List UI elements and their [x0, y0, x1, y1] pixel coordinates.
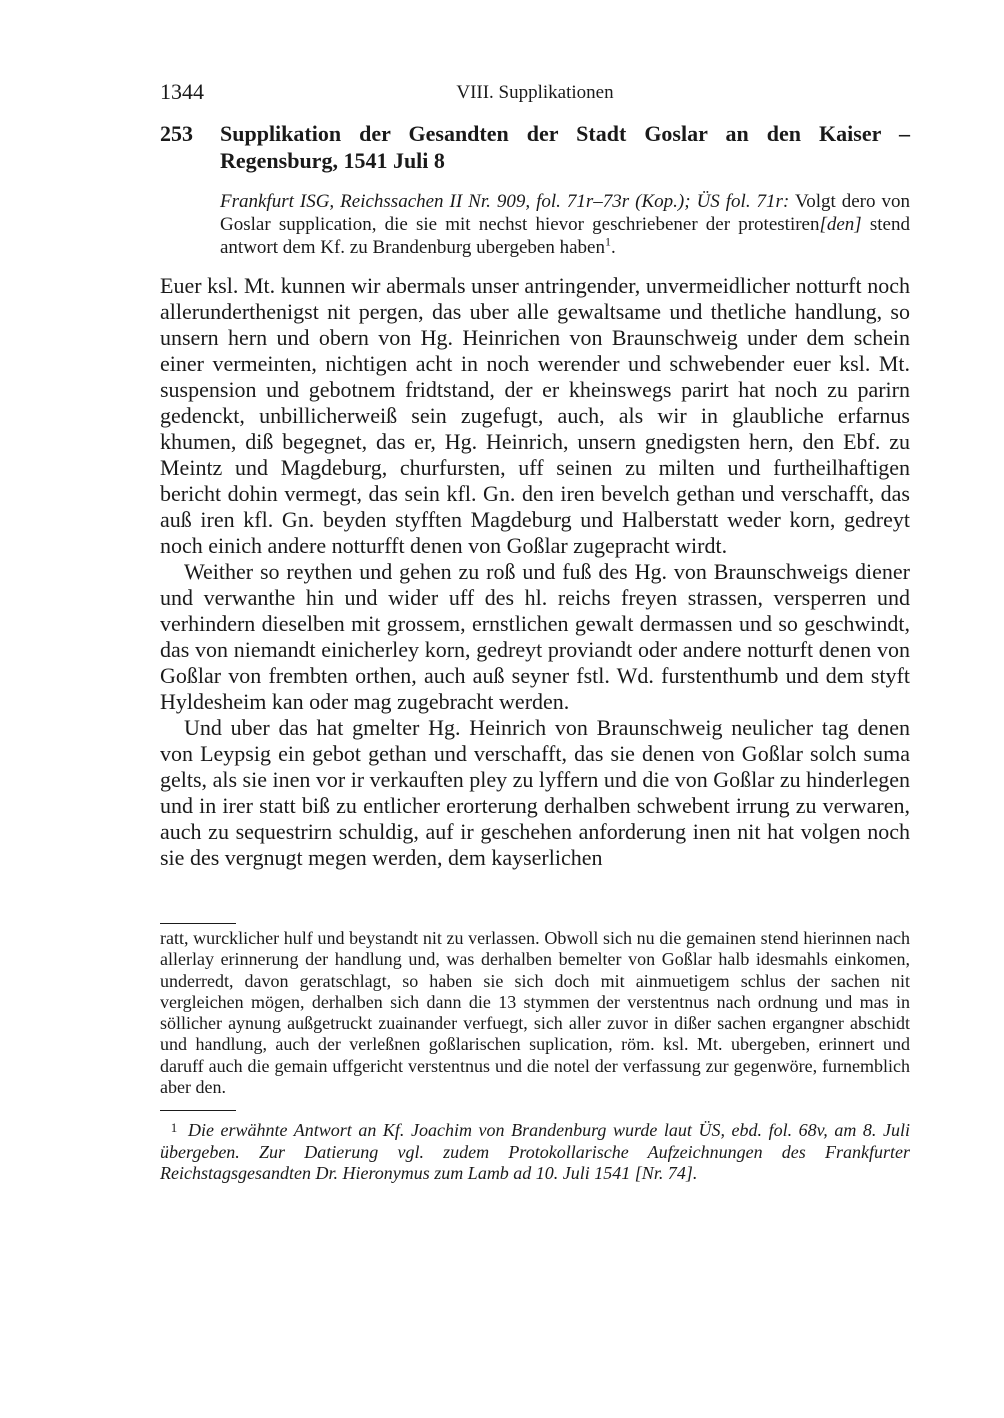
source-text-after: stend antwort dem Kf. zu Brandenburg ubergeben haben — [220, 214, 910, 258]
document-heading — [160, 120, 910, 174]
critical-apparatus: ratt, wurcklicher hulf und beystandt nit zu verlassen. Obwoll sich nu die gemainen stend hierinnen nach allerlay erinnerung der handlung und, was derhalben bemelter von Goßlar halb idesmahls einkomen, underredt, davon geratschlagt, so haben sie sich doch mit ainmuetigem schlus der sachen nit vergleichen mögen, derhalben sich dann die 13 stymmen der verstentnus nach ordnung und mas in söllicher aynung außgetruckt zuainander verfuegt, sich aller zuvor in dißer sachen ergangner abschidt und handlung, auch der verleßnen goßlarischen suplication, röm. ksl. Mt. ubergeben, erinnert und daruff auch die gemain uffgericht verstentnus und die notel der verfassung zur gegenwöre, furnemblich aber den. — [160, 928, 910, 1098]
page-number: 1344 — [160, 79, 204, 104]
body-paragraph: Und uber das hat gmelter Hg. Heinrich von Braunschweig neulicher tag denen von Leypsig ein gebot gethan und verschafft, das sie denen von Goßlar solch suma gelts, als sie inen vor ir verkauften pley zu lyffern und die von Goßlar zu hinderlegen und in irer statt biß zu entlicher erorterung derhalben schwebent irrung zu verwaren, auch zu sequestrirn schuldig, auf ir geschehen anforderung inen nit hat volgen noch sie des vergnugt megen werden, dem kayserlichen — [160, 715, 910, 870]
body-paragraph: Euer ksl. Mt. kunnen wir abermals unser antringender, unvermeidlicher notturft noch allerunderthenigst nit pergen, das uber alle gewaltsame und thetliche handlung, so unsern hern und obern von Hg. Heinrichen von Braunschweig under dem schein einer vermeinten, nichtigen acht in noch werender und schwebender euer ksl. Mt. suspension und gebotnem fridtstand, der er kheinswegs parirt hat noch zu parirn gedenckt, unbillicherweiß sein zugefugt, auch, als wir in glaubliche erfarnus khumen, diß begegnet, das er, Hg. Heinrich, unsern gnedigsten hern, den Ebf. zu Meintz und Magdeburg, churfursten, uff seinen zu milten und furtheilhaftigen bericht dohin vermegt, das sein kfl. Gn. den iren bevelch gethan und verschafft, das auß iren kfl. Gn. beyden styfften Magdeburg und Halberstatt weder korn, gedreyt noch einich andere notturfft denen von Goßlar zugepracht wirdt. — [160, 273, 910, 558]
source-note — [220, 190, 910, 259]
footnote-text: Die erwähnte Antwort an Kf. Joachim von Brandenburg wurde laut ÜS, ebd. fol. 68v, am 8. Juli übergeben. Zur Datierung vgl. zudem Protokollarische Aufzeichnungen des Frankfurter Reichstagsgesandten Dr. Hieronymus zum Lamb ad 10. Juli 1541 [Nr. 74]. — [160, 1120, 910, 1183]
running-head — [160, 78, 910, 108]
main-text — [160, 273, 910, 871]
source-text-end: . — [610, 237, 616, 258]
footnote-divider — [160, 1110, 236, 1111]
apparatus-divider — [160, 923, 236, 924]
footnote-mark: 1 — [170, 1120, 178, 1136]
source-text-before: Volgt dero von Goslar supplication, die sie mit nechst hievor geschriebener der protestiren — [220, 191, 910, 235]
body-paragraph: Weither so reythen und gehen zu roß und fuß des Hg. von Braunschweigs diener und verwanthe hin und wider uff des hl. reichs freyen strassen, versperren und verhindern dieselben mit grossem, ernstlichen gewalt dermassen und so geschwindt, das von niemandt einicherley korn, gedreyt proviandt oder andere notturft denen von Goßlar von frembten orthen, auch auß seyner fstl. Wd. furstenthumb und dem styft Hyldesheim kan oder mag zugebracht werden. — [160, 559, 910, 714]
footnote — [160, 1117, 910, 1184]
document-title: Supplikation der Gesandten der Stadt Goslar an den Kaiser – Regensburg, 1541 Juli 8 — [220, 121, 910, 173]
source-citation: Frankfurt ISG, Reichssachen II Nr. 909, fol. 71r–73r (Kop.); ÜS fol. 71r: — [220, 191, 790, 212]
editorial-addition: [den] — [819, 214, 862, 235]
running-title: VIII. Supplikationen — [456, 82, 614, 103]
document-number: 253 — [160, 121, 193, 146]
page — [160, 78, 910, 1184]
footnote-reference[interactable]: 1 — [604, 234, 611, 249]
